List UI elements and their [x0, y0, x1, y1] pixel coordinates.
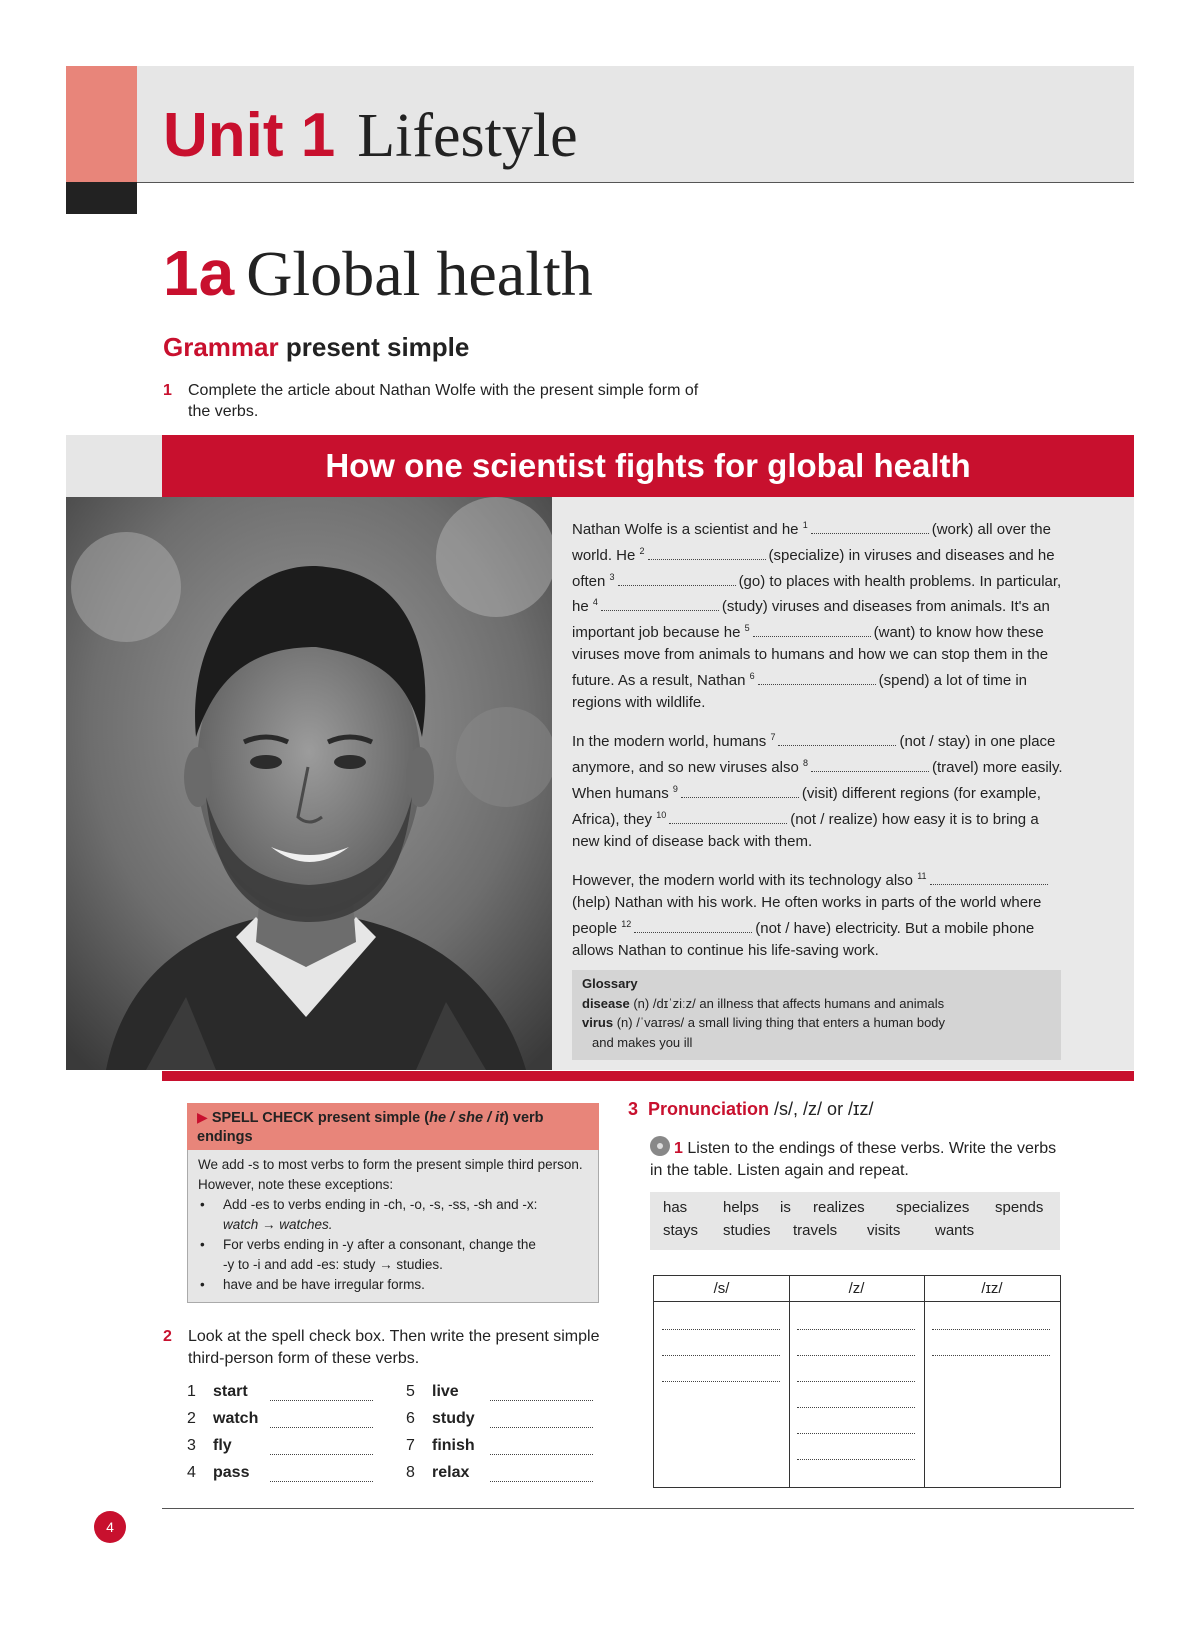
article-text-span: Nathan Wolfe is a scientist and he — [572, 521, 799, 538]
verb-word: relax — [432, 1464, 470, 1481]
article-text-span: (visit) different regions (for example, Africa), they — [572, 784, 1041, 828]
glossary-word: disease — [582, 995, 630, 1011]
gap-blank[interactable] — [669, 811, 787, 824]
table-blank[interactable] — [932, 1355, 1050, 1356]
table-blank[interactable] — [797, 1407, 915, 1408]
gap-number: 6 — [749, 670, 755, 681]
table-blank[interactable] — [662, 1381, 780, 1382]
gap-blank[interactable] — [618, 573, 736, 586]
article-text-span: (not / realize) how easy it is to bring a new kind of disease back with them. — [572, 810, 1039, 850]
spell-check-bullet — [198, 1275, 594, 1295]
spell-check-intro: We add -s to most verbs to form the present simple third person. However, note these exceptions: — [198, 1157, 583, 1192]
verb-number: 8 — [406, 1464, 415, 1481]
spell-check-title-italic: he / she / it — [429, 1110, 505, 1126]
gap-number: 9 — [672, 783, 678, 794]
answer-blank[interactable] — [490, 1454, 593, 1455]
word-box — [650, 1192, 1060, 1250]
word-box-word: spends — [995, 1199, 1044, 1216]
verb-item — [406, 1408, 487, 1430]
exercise-number: 1 — [674, 1140, 683, 1157]
verb-word: finish — [432, 1437, 475, 1454]
verb-word: study — [432, 1410, 475, 1427]
glossary-definition-cont: and makes you ill — [592, 1034, 693, 1050]
article-text-span: (work) all over the world. He — [572, 521, 1051, 564]
bullet-example: watch → watches. — [223, 1217, 333, 1232]
table-divider — [924, 1276, 925, 1487]
verb-word: fly — [213, 1437, 232, 1454]
table-header-z: /z/ — [848, 1280, 865, 1297]
exercise-number: 1 — [163, 382, 172, 399]
gap-number: 2 — [639, 545, 645, 556]
spell-check-title-end: ) verb endings — [197, 1110, 544, 1145]
bullet-text: For verbs ending in -y after a consonant, change the — [223, 1237, 536, 1252]
grammar-label: Grammar — [163, 332, 279, 362]
unit-name: Lifestyle — [357, 102, 578, 170]
word-box-word: is — [780, 1199, 791, 1216]
verb-word: watch — [213, 1410, 259, 1427]
verb-word: pass — [213, 1464, 250, 1481]
gap-blank[interactable] — [753, 624, 871, 637]
pronunciation-sounds: /s/, /z/ or /ɪz/ — [774, 1099, 874, 1119]
grammar-topic: present simple — [285, 332, 470, 362]
gap-number: 4 — [592, 597, 598, 608]
exercise-number: 2 — [163, 1328, 172, 1345]
play-arrow-icon: ▶ — [197, 1109, 208, 1125]
table-header-rule — [654, 1301, 1060, 1302]
portrait-illustration — [66, 497, 552, 1070]
article-text-span: (help) Nathan with his work. He often works in parts of the world where people — [572, 894, 1042, 937]
table-blank[interactable] — [797, 1355, 915, 1356]
article-paragraph-1 — [572, 515, 1069, 713]
gap-number: 8 — [802, 758, 808, 769]
lesson-name: Global health — [246, 238, 593, 309]
glossary-entry — [582, 994, 1051, 1014]
article-text-span: (not / stay) in one place anymore, and so new viruses also — [572, 733, 1056, 777]
verb-item — [187, 1408, 268, 1430]
glossary-entry — [582, 1013, 1051, 1033]
verb-number: 5 — [406, 1383, 415, 1400]
audio-cd-icon[interactable] — [650, 1136, 670, 1156]
word-box-word: wants — [935, 1222, 975, 1239]
exercise-1 — [163, 380, 723, 422]
unit-header-rule — [137, 182, 1134, 183]
gap-blank[interactable] — [681, 785, 799, 798]
exercise-3-heading — [628, 1099, 873, 1120]
table-blank[interactable] — [797, 1433, 915, 1434]
answer-blank[interactable] — [270, 1400, 373, 1401]
unit-header-accent — [66, 66, 137, 182]
article-bottom-bar — [162, 1071, 1134, 1081]
exercise-3-1 — [650, 1136, 1060, 1182]
spell-check-title: SPELL CHECK present simple ( — [211, 1110, 430, 1126]
article-text-span: (want) to know how these viruses move from animals to humans and how we can stop them in the future. As a result, Nathan — [572, 624, 1049, 689]
verb-number: 3 — [187, 1437, 196, 1454]
exercise-instruction: Listen to the endings of these verbs. Write the verbs in the table. Listen again and repeat. — [650, 1140, 1057, 1179]
answer-blank[interactable] — [490, 1481, 593, 1482]
table-header-iz: /ɪz/ — [981, 1280, 1003, 1297]
exercise-instruction: Look at the spell check box. Then write the present simple third-person form of these verbs. — [188, 1328, 600, 1367]
article-paragraph-3 — [572, 866, 1069, 961]
word-box-word: specializes — [896, 1199, 970, 1216]
answer-blank[interactable] — [270, 1481, 373, 1482]
table-divider — [789, 1276, 790, 1487]
glossary-word: virus — [582, 1015, 614, 1030]
verb-number: 4 — [187, 1464, 196, 1481]
unit-title — [163, 96, 578, 176]
page-number: 4 — [94, 1511, 126, 1543]
table-blank[interactable] — [797, 1459, 915, 1460]
gap-blank[interactable] — [758, 672, 876, 685]
bullet-text: Add -es to verbs ending in -ch, -o, -s, -ss, -sh and -x: — [223, 1197, 538, 1212]
gap-blank[interactable] — [634, 920, 752, 933]
article-banner-side — [66, 435, 162, 497]
answer-blank[interactable] — [270, 1427, 373, 1428]
spell-check-bullet — [198, 1195, 594, 1235]
unit-label: Unit 1 — [163, 101, 336, 170]
article-text-span: (not / have) electricity. But a mobile phone allows Nathan to continue his life-saving work. — [572, 919, 1035, 959]
footer-rule — [162, 1508, 1134, 1509]
lesson-code: 1a — [163, 237, 235, 309]
gap-blank[interactable] — [601, 598, 719, 611]
answer-blank[interactable] — [490, 1427, 593, 1428]
article-text-span: However, the modern world with its technology also — [572, 872, 914, 890]
gap-blank[interactable] — [778, 733, 896, 746]
gap-number: 5 — [744, 623, 750, 634]
gap-number: 10 — [656, 809, 667, 820]
gap-blank[interactable] — [811, 521, 929, 534]
bullet-example: -y to -i and add -es: study → studies. — [223, 1257, 443, 1272]
verb-word: live — [432, 1383, 459, 1400]
answer-blank[interactable] — [270, 1454, 373, 1455]
gap-blank[interactable] — [930, 872, 1048, 885]
unit-header-dark-block — [66, 182, 137, 214]
verb-item — [406, 1462, 487, 1484]
verb-number: 1 — [187, 1383, 196, 1400]
bullet-text: have and be have irregular forms. — [223, 1277, 425, 1292]
article-text-span: (study) viruses and diseases from animals. It's an important job because he — [572, 598, 1050, 642]
word-box-word: realizes — [813, 1199, 865, 1216]
scientist-photo — [66, 497, 552, 1070]
article-title: How one scientist fights for global health — [162, 435, 1134, 497]
gap-blank[interactable] — [648, 547, 766, 560]
article-paragraph-2 — [572, 727, 1069, 852]
article-text-span: (specialize) in viruses and diseases and he often — [572, 546, 1055, 590]
glossary-definition: (n) /ˈvaɪrəs/ a small living thing that enters a human body — [616, 1015, 946, 1030]
article-text-span: (spend) a lot of time in regions with wildlife. — [572, 671, 1028, 711]
spell-check-bullet — [198, 1235, 594, 1275]
exercise-number: 3 — [628, 1099, 639, 1119]
table-blank[interactable] — [932, 1329, 1050, 1330]
table-blank[interactable] — [797, 1381, 915, 1382]
article-text-span: (travel) more easily. When humans — [572, 759, 1063, 802]
lesson-title — [163, 238, 593, 309]
spell-check-heading — [187, 1103, 599, 1150]
word-box-word: helps — [723, 1199, 759, 1216]
verb-word: start — [213, 1383, 248, 1400]
verb-number: 2 — [187, 1410, 196, 1427]
exercise-instruction: Complete the article about Nathan Wolfe with the present simple form of the verbs. — [188, 382, 699, 420]
article-body — [572, 515, 1069, 976]
gap-number: 1 — [802, 520, 808, 530]
table-header-s: /s/ — [713, 1280, 730, 1297]
pronunciation-label: Pronunciation — [648, 1099, 770, 1119]
verb-item — [187, 1435, 268, 1457]
verb-item — [187, 1381, 268, 1403]
verb-item — [406, 1435, 487, 1457]
table-blank[interactable] — [662, 1355, 780, 1356]
gap-blank[interactable] — [811, 759, 929, 772]
glossary-box — [572, 970, 1061, 1060]
gap-number: 11 — [917, 871, 927, 882]
table-blank[interactable] — [797, 1329, 915, 1330]
gap-number: 3 — [609, 571, 615, 582]
exercise-2 — [163, 1326, 603, 1370]
verb-number: 7 — [406, 1437, 415, 1454]
word-box-word: has — [663, 1199, 688, 1216]
spell-check-body — [198, 1155, 594, 1295]
table-blank[interactable] — [662, 1329, 780, 1330]
word-box-word: studies — [723, 1222, 771, 1239]
word-box-word: travels — [793, 1222, 838, 1239]
article-text-span: In the modern world, humans — [572, 733, 767, 751]
verb-number: 6 — [406, 1410, 415, 1427]
grammar-heading — [163, 332, 469, 363]
word-box-word: stays — [663, 1222, 699, 1239]
answer-blank[interactable] — [490, 1400, 593, 1401]
verb-item — [406, 1381, 487, 1403]
gap-number: 12 — [621, 918, 632, 929]
pronunciation-table — [653, 1275, 1061, 1488]
verb-item — [187, 1462, 268, 1484]
word-box-word: visits — [867, 1222, 901, 1239]
glossary-definition: (n) /dɪˈziːz/ an illness that affects humans and animals — [633, 995, 945, 1011]
article-text-span: (go) to places with health problems. In particular, he — [572, 572, 1062, 616]
gap-number: 7 — [770, 732, 776, 743]
glossary-heading: Glossary — [582, 976, 638, 991]
